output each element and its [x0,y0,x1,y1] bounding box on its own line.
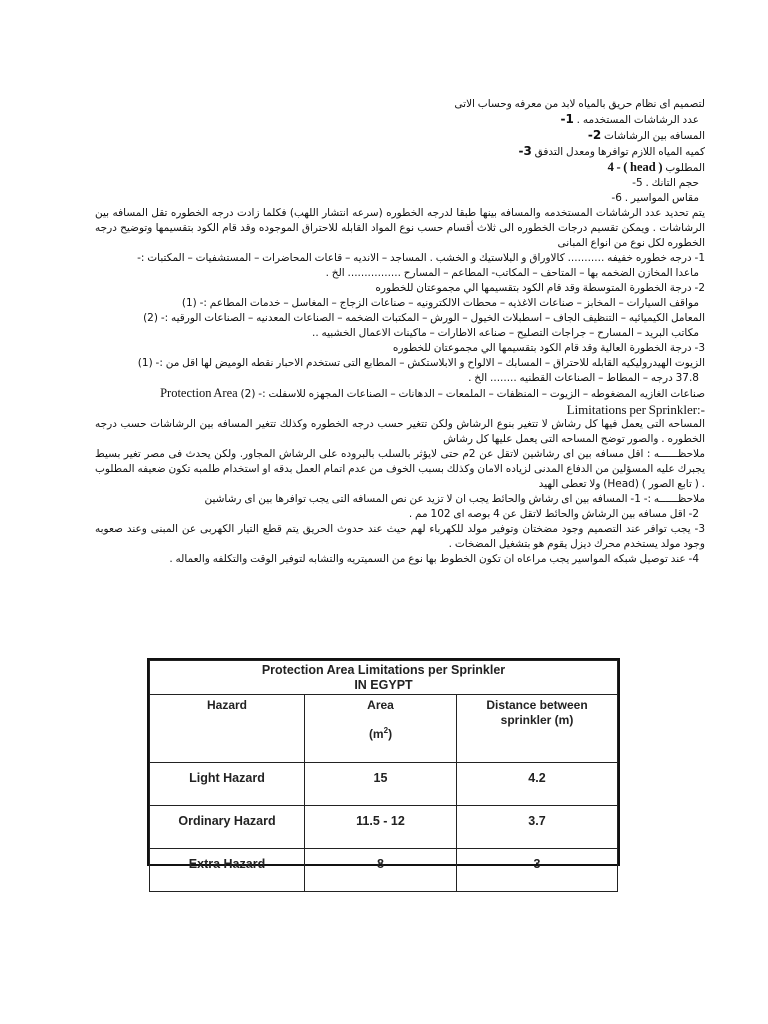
table-row [150,763,618,806]
cell-distance: 4.2 [457,763,618,806]
requirement-num: 5- [632,177,643,189]
header-distance: Distance between sprinkler (m) [457,695,618,763]
requirement-item [95,128,705,144]
cell-hazard: Ordinary Hazard [150,806,305,849]
cell-area: 8 [305,849,457,892]
cell-hazard: Extra Hazard [150,849,305,892]
light-hazard-line: 1- درجه خطوره خفيفه ........... كالاوراق و البلاستيك و الخشب . المساجد – الانديه – قاعات المحاضرات – المستشفيات – المكتبات :- [137,252,705,264]
intro-line: لتصميم اى نظام حريق بالمياه لابد من معرفه وحساب الاتى [454,98,705,110]
extra-group-2: صناعات الغازيه المضغوطه – الزيوت – المنظفات – الملمعات – الدهانات – الصناعات المجهزه للاسفلت :- (2) Protection Area [160,386,705,400]
header-area-unit: $(m^2)$ [368,726,393,741]
protection-area-table [147,658,620,871]
cell-distance: 3.7 [457,806,618,849]
note-1 [95,447,705,492]
note-2-line-3: 3- يجب توافر عند التصميم وجود مضختان وتوفير مولد للكهرباء لهم حيث عند حدوث الحريق يتم قطع التيار الكهربى عن المبنى وعند صعوبه وجود مولد يستخدم محرك ديزل يقوم هو بتشغيل المضخات . [95,523,705,550]
ordinary-hazard-heading: 2- درجة الخطورة المتوسطة وقد قام الكود بتقسيمها الي مجموعتان للخطوره [375,282,705,294]
header-hazard: Hazard [150,695,305,763]
protection-area-table-grid [149,660,618,892]
ordinary-group-1: مواقف السيارات – المخابز – صناعات الاغذيه – محطات الالكترونيه – صناعات الزجاج – المغاسل – خدمات المطاعم :- (1) [181,297,699,309]
extra-group-1: الزيوت الهيدروليكيه القابله للاحتراق – المسابك – الالواح و الابلاستكش – المطابع التى تستخدم الاحبار نقطه الوميض لها اقل من :- (1) [137,357,705,369]
cell-area: 15 [305,763,457,806]
table-row [150,806,618,849]
table-row [150,849,618,892]
requirement-num: 4 - ( head ) [607,160,663,174]
requirement-item [95,144,705,160]
requirement-item [95,112,705,128]
note-2-line-1: ملاحظــــــه :- 1- المسافه بين اى رشاش والحائط يجب ان لا تزيد عن نص المسافه التى يجب توافرها بين اى رشاشين [204,493,705,505]
header-area: Area $(m^2)$ [305,695,457,763]
requirement-text: عدد الرشاشات المستخدمه . [576,114,699,126]
requirement-item [95,160,705,176]
heading-en-2: Limitations per Sprinkler:- [566,402,705,417]
note-1-text: اقل مسافه بين اى رشاشين لاتقل عن 2م حتى لايؤثر بالسلب بالبروده على الرشاش المجاور. ولكن يحدث فى مصر تغير بسيط يجبرك عليه المسؤلين من الدفاع المدنى لزياده الامان وكذلك بسبب الخوف من عدم اتمام العمل بدقه او استخدام طلمبه تكون ضعيفه المطلوب . ( تابع الصور ) (Head) ولا تعطى الهيد [95,448,705,490]
area-paragraph: المساحه التى يعمل فيها كل رشاش لا تتغير بنوع الرشاش ولكن تتغير حسب درجه الخطوره وكذلك تتغير المسافه بين الرشاشات حسب درجه الخطوره . والصور توضح المساحه التى يعمل عليها كل رشاش [95,418,705,445]
cell-area: 11.5 - 12 [305,806,457,849]
requirement-num: 6- [611,192,622,204]
extra-group-1-cont: 37.8 درجه – المطاط – الصناعات القطنيه ........ الخ . [468,372,699,384]
heading-en-1: Protection Area [160,386,238,400]
cell-hazard: Light Hazard [150,763,305,806]
requirement-item [95,176,705,191]
requirement-text: كميه المياه اللازم توافرها ومعدل التدفق [534,146,705,158]
extra-hazard-heading: 3- درجة الخطورة العالية وقد قام الكود بتقسيمها الي مجموعتان للخطوره [392,342,705,354]
ordinary-group-2-cont: مكاتب البريد – المسارح – جراجات التصليح – صناعه الاطارات – ماكينات الاعمال الخشبيه .. [311,327,699,339]
requirement-text: المسافه بين الرشاشات [604,130,705,142]
note-2-line-4: 4- عند توصيل شبكه المواسير يجب مراعاه ان تكون الخطوط بها نوع من السميتريه والتشابه لتوفير الوقت والتكلفه والعماله . [169,553,699,565]
ordinary-group-2: المعامل الكيميائيه – التنظيف الجاف – اسطبلات الخيول – الورش – المكتبات الضخمه – الصناعات المعدنيه – الصناعات الورقيه :- (2) [143,312,705,324]
requirement-num: 3- [518,144,532,158]
requirement-num: 2- [587,128,602,142]
note-2-label: ملاحظــــــه :- [643,493,705,505]
table-title: Protection Area Limitations per Sprinkler IN EGYPT [150,661,618,695]
requirement-item [95,191,705,206]
classification-paragraph: يتم تحديد عدد الرشاشات المستخدمه والمسافه بينها طبقا لدرجه الخطوره (سرعه انتشار اللهب) فكلما زادت درجه الخطوره تقل المسافه بين الرشاشات . ويمكن تقسيم درجات الخطوره الى ثلاث أقسام حسب نوع المواد القابله للاحتراق الموجوده وقد قام الكود بتقسيمها وتوضيح درجه الخطوره لكل نوع من انواع المبانى [95,207,705,249]
light-hazard-line-2: ماعدا المخازن الضخمه بها – المتاحف – المكاتب- المطاعم – المسارح ................ الخ . [325,267,699,279]
requirement-text: مقاس المواسير . [624,192,699,204]
cell-distance: 3 [457,849,618,892]
requirement-num: 1- [560,112,574,126]
document-body [95,97,705,567]
requirement-text: حجم التانك . [645,177,699,189]
requirement-text: المطلوب [665,162,705,174]
note-2-line-2: 2- اقل مسافه بين الرشاش والحائط لاتقل عن 4 بوصه اى 102 مم . [408,508,699,520]
note-1-label: ملاحظــــــه : [646,448,705,460]
